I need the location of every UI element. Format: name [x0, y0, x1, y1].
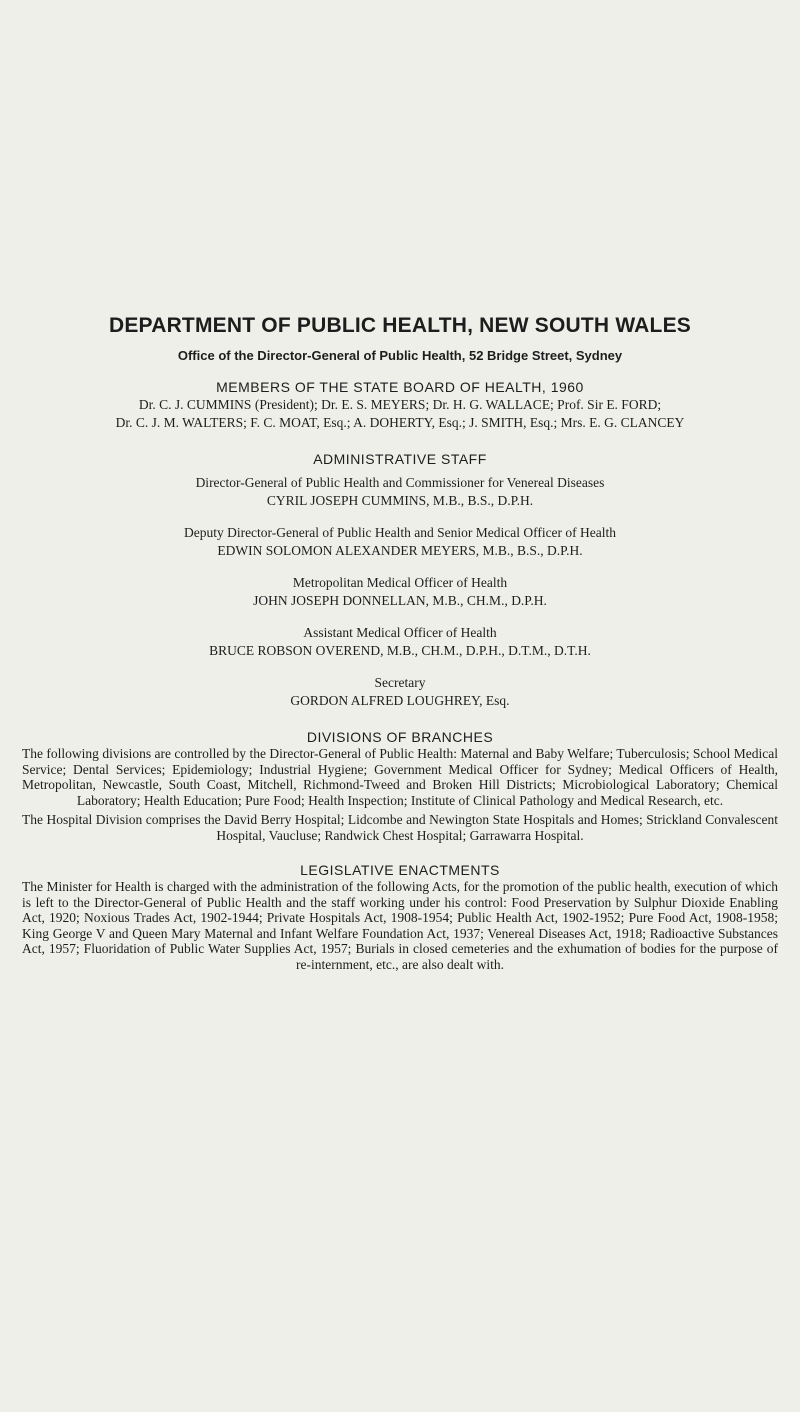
staff-name: GORDON ALFRED LOUGHREY, Esq.	[290, 693, 510, 708]
divisions-paragraph: The following divisions are controlled by the Director-General of Public Health: Maternal and Baby Welfare; Tuberculosis; School Medical Service; Dental Services; Epidemiology; Industrial Hygiene; Government Medical Officer for Sydney; Medical Officers of Health, Metropolitan, Newcastle, South Coast, Mitchell, Richmond-Tweed and Broken Hill Districts; Microbiological Laboratory; Chemical Laboratory; Health Education; Pure Food; Health Inspection; Institute of Clinical Pathology and Medical Research, etc.	[22, 746, 778, 808]
office-address: Office of the Director-General of Public Health, 52 Bridge Street, Sydney	[177, 348, 623, 363]
state-board-heading: MEMBERS OF THE STATE BOARD OF HEALTH, 1960	[216, 379, 584, 395]
staff-role: Assistant Medical Officer of Health	[303, 625, 497, 640]
state-board-section	[22, 378, 778, 432]
legislative-paragraph: The Minister for Health is charged with the administration of the following Acts, for the promotion of the public health, execution of which is left to the Director-General of Public Health and the staff working under his control: Food Preservation by Sulphur Dioxide Enabling Act, 1920; Noxious Trades Act, 1902-1944; Private Hospitals Act, 1908-1954; Public Health Act, 1902-1952; Pure Food Act, 1908-1958; King George V and Queen Mary Maternal and Infant Welfare Foundation Act, 1937; Venereal Diseases Act, 1918; Radioactive Substances Act, 1957; Fluoridation of Public Water Supplies Act, 1957; Burials in closed cemeteries and the exhumation of bodies for the purpose of re-internment, etc., are also dealt with.	[22, 879, 778, 972]
divisions-section	[22, 728, 778, 843]
board-members-line-1: Dr. C. J. CUMMINS (President); Dr. E. S. MEYERS; Dr. H. G. WALLACE; Prof. Sir E. FORD;	[138, 397, 662, 412]
page-title: DEPARTMENT OF PUBLIC HEALTH, NEW SOUTH WALES	[108, 314, 691, 337]
administrative-staff-heading: ADMINISTRATIVE STAFF	[313, 451, 487, 467]
staff-name: BRUCE ROBSON OVEREND, M.B., CH.M., D.P.H., D.T.M., D.T.H.	[209, 643, 591, 658]
staff-entry	[22, 574, 778, 610]
board-members-line-2: Dr. C. J. M. WALTERS; F. C. MOAT, Esq.; A. DOHERTY, Esq.; J. SMITH, Esq.; Mrs. E. G. CLANCEY	[115, 415, 685, 430]
staff-entry	[22, 524, 778, 560]
staff-role: Secretary	[374, 675, 426, 690]
divisions-heading: DIVISIONS OF BRANCHES	[306, 729, 494, 745]
page-content	[22, 314, 778, 972]
legislative-section	[22, 861, 778, 972]
staff-entry	[22, 674, 778, 710]
legislative-heading: LEGISLATIVE ENACTMENTS	[300, 862, 500, 878]
staff-name: JOHN JOSEPH DONNELLAN, M.B., CH.M., D.P.H.	[253, 593, 547, 608]
staff-role: Deputy Director-General of Public Health and Senior Medical Officer of Health	[183, 525, 617, 540]
staff-entry	[22, 624, 778, 660]
staff-name: CYRIL JOSEPH CUMMINS, M.B., B.S., D.P.H.	[266, 493, 534, 508]
staff-entry	[22, 474, 778, 510]
hospital-division-paragraph: The Hospital Division comprises the David Berry Hospital; Lidcombe and Newington State Hospitals and Homes; Strickland Convalescent Hospital, Vaucluse; Randwick Chest Hospital; Garrawarra Hospital.	[22, 812, 778, 843]
administrative-staff-section	[22, 450, 778, 710]
staff-name: EDWIN SOLOMON ALEXANDER MEYERS, M.B., B.S., D.P.H.	[217, 543, 583, 558]
staff-role: Metropolitan Medical Officer of Health	[292, 575, 508, 590]
staff-role: Director-General of Public Health and Commissioner for Venereal Diseases	[195, 475, 605, 490]
